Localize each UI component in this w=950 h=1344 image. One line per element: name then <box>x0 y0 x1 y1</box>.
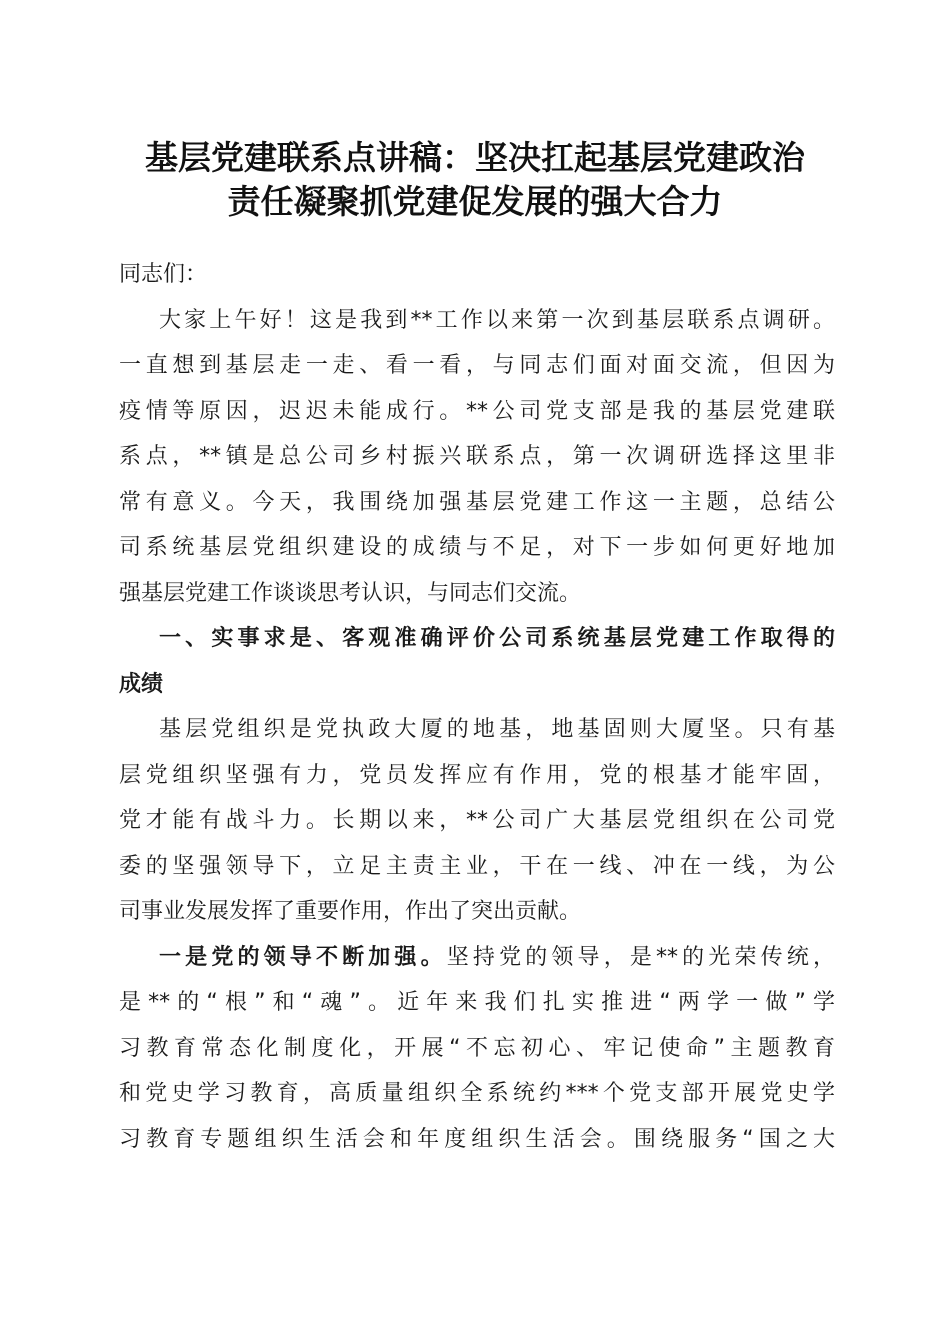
paragraph-line <box>119 935 835 981</box>
paragraph-line: 党才能有战斗力。长期以来，**公司广大基层党组织在公司党 <box>119 808 835 833</box>
paragraph-line-rest: 坚持党的领导，是**的光荣传统， <box>446 944 835 970</box>
salutation: 同志们： <box>119 262 208 287</box>
document-body <box>119 252 835 1162</box>
paragraph-lead-phrase: 一是党的领导不断加强。 <box>159 944 447 970</box>
title-line-2: 责任凝聚抓党建促发展的强大合力 <box>227 182 723 221</box>
paragraph-line: 层党组织坚强有力，党员发挥应有作用，党的根基才能牢固， <box>119 762 835 788</box>
section-heading-1 <box>119 616 835 707</box>
paragraph-line: 习教育常态化制度化，开展“不忘初心、牢记使命”主题教育 <box>119 1035 835 1061</box>
paragraph-line: 系点，**镇是总公司乡村振兴联系点，第一次调研选择这里非 <box>119 444 835 469</box>
paragraph-line: 常有意义。今天，我围绕加强基层党建工作这一主题，总结公 <box>119 489 835 515</box>
paragraph-line: 委的坚强领导下，立足主责主业，干在一线、冲在一线，为公 <box>119 853 835 879</box>
paragraph-line: 和党史学习教育，高质量组织全系统约***个党支部开展党史学 <box>119 1081 835 1106</box>
title-line-1: 基层党建联系点讲稿：坚决扛起基层党建政治 <box>145 138 805 177</box>
heading-line: 一、实事求是、客观准确评价公司系统基层党建工作取得的 <box>159 626 835 651</box>
heading-line: 成绩 <box>119 671 164 697</box>
paragraph-line: 司事业发展发挥了重要作用，作出了突出贡献。 <box>119 899 582 924</box>
paragraph-line: 司系统基层党组织建设的成绩与不足，对下一步如何更好地加 <box>119 535 835 560</box>
paragraph-line: 基层党组织是党执政大厦的地基，地基固则大厦坚。只有基 <box>159 717 835 742</box>
paragraph-leadership <box>119 935 835 1163</box>
paragraph-line: 强基层党建工作谈谈思考认识，与同志们交流。 <box>119 580 582 606</box>
paragraph-line: 一直想到基层走一走、看一看，与同志们面对面交流，但因为 <box>119 353 835 378</box>
document-title <box>110 136 840 224</box>
paragraph-line: 大家上午好！这是我到**工作以来第一次到基层联系点调研。 <box>159 307 835 333</box>
paragraph-line: 习教育专题组织生活会和年度组织生活会。围绕服务“国之大 <box>119 1126 835 1152</box>
paragraph-line: 疫情等原因，迟迟未能成行。**公司党支部是我的基层党建联 <box>119 398 835 424</box>
paragraph-line: 是**的“根”和“魂”。近年来我们扎实推进“两学一做”学 <box>119 990 835 1015</box>
paragraph-foundation <box>119 707 835 935</box>
paragraph-intro <box>119 298 835 617</box>
